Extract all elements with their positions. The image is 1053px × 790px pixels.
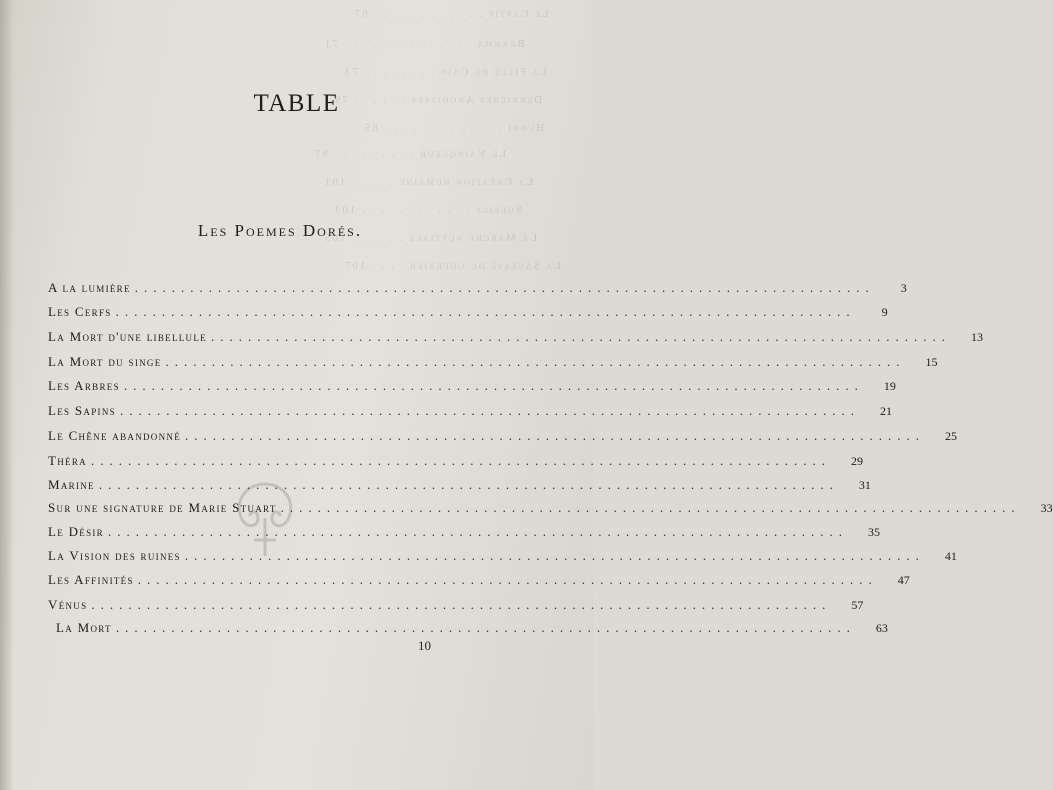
toc-entry-title: Théra	[48, 453, 87, 468]
toc-entry-page: 29	[850, 454, 863, 468]
leader-dots: ................................................................................	[210, 329, 951, 344]
toc-entry-title: La Mort du singe	[48, 354, 162, 369]
page-title: TABLE	[253, 90, 340, 117]
toc-entry-page: 21	[879, 404, 892, 418]
leader-dots: ................................................................................	[123, 378, 864, 393]
leader-dots: ................................................................................	[115, 620, 856, 635]
leader-dots: ................................................................................	[91, 597, 832, 612]
toc-entry-title: A la lumière	[48, 280, 131, 295]
toc-entry-page: 47	[897, 573, 910, 587]
toc-entry-title: Le Chêne abandonné	[48, 428, 182, 443]
toc-entry-title: Marine	[48, 477, 95, 492]
toc-entry-title: Vénus	[48, 597, 88, 612]
toc-entry-page: 57	[851, 598, 864, 612]
leader-dots: ................................................................................	[184, 548, 925, 563]
page-number: 10	[418, 638, 431, 653]
leader-dots: ................................................................................	[137, 572, 878, 587]
section-title: Les Poemes Dorés.	[197, 221, 363, 240]
toc-entry	[48, 477, 871, 497]
toc-entry-page: 9	[881, 305, 888, 319]
toc-entry-title: La Vision des ruines	[48, 548, 181, 563]
toc-entry	[48, 329, 983, 349]
toc-entry-title: Les Cerfs	[48, 304, 112, 319]
toc-entry-page: 41	[944, 549, 957, 563]
toc-entry-page: 13	[970, 330, 983, 344]
leader-dots: ................................................................................	[98, 477, 839, 492]
leader-dots: ................................................................................	[165, 354, 906, 369]
leader-dots: ................................................................................	[185, 428, 926, 443]
toc-entry-title: Les Affinités	[48, 572, 134, 587]
toc-entry-page: 15	[925, 355, 938, 369]
toc-entry-page: 63	[875, 621, 888, 635]
toc-entry	[48, 524, 880, 544]
toc-entry-title: Le Désir	[48, 524, 104, 539]
toc-entry-page: 19	[883, 379, 896, 393]
leader-dots: ................................................................................	[119, 403, 860, 418]
leader-dots: ................................................................................	[90, 453, 831, 468]
leader-dots: ................................................................................	[107, 524, 848, 539]
toc-entry	[48, 548, 957, 568]
toc-entry	[48, 453, 863, 473]
leader-dots: ................................................................................	[280, 500, 1021, 515]
toc-entry	[48, 403, 892, 423]
toc-entry	[48, 354, 938, 374]
toc-entry-title: La Mort	[56, 620, 112, 635]
show-through-text: Le Captif . . . . . . . . . . . . 67 Brahma . . . . . . . . . . . . . . 71 La Fille de Cain . . . . . . . . 73 Dernières Angoisses . . . . . . 79 Hunni . . . . . . . . . . . . . 85 Le Vainqueur . . . . . . . . . 97 La Création humaine . . . . . 101 Soleils . . . . . . . . . . . . 103 La Marche nuptiale . . . . . . 105 La Sagesse du guerrier . . . . 107	[313, 8, 561, 272]
toc-entry-title: Les Sapins	[48, 403, 116, 418]
toc-entry	[48, 378, 896, 398]
toc-entry	[56, 620, 888, 640]
toc-entry-page: 3	[900, 281, 907, 295]
toc-entry	[48, 280, 907, 300]
toc-entry-page: 33	[1040, 501, 1053, 515]
leader-dots: ................................................................................	[115, 304, 856, 319]
toc-entry-page: 25	[945, 429, 958, 443]
toc-entry	[48, 304, 888, 324]
toc-entry-page: 31	[858, 478, 871, 492]
toc-entry-title: La Mort d'une libellule	[48, 329, 207, 344]
leader-dots: ................................................................................	[134, 280, 875, 295]
toc-entry-page: 35	[867, 525, 880, 539]
toc-entry-title: Sur une signature de Marie Stuart	[48, 500, 277, 515]
toc-entry-title: Les Arbres	[48, 378, 120, 393]
toc-entry	[48, 500, 1053, 520]
toc-entry	[48, 572, 910, 592]
toc-entry	[48, 597, 864, 617]
toc-entry	[48, 428, 958, 448]
